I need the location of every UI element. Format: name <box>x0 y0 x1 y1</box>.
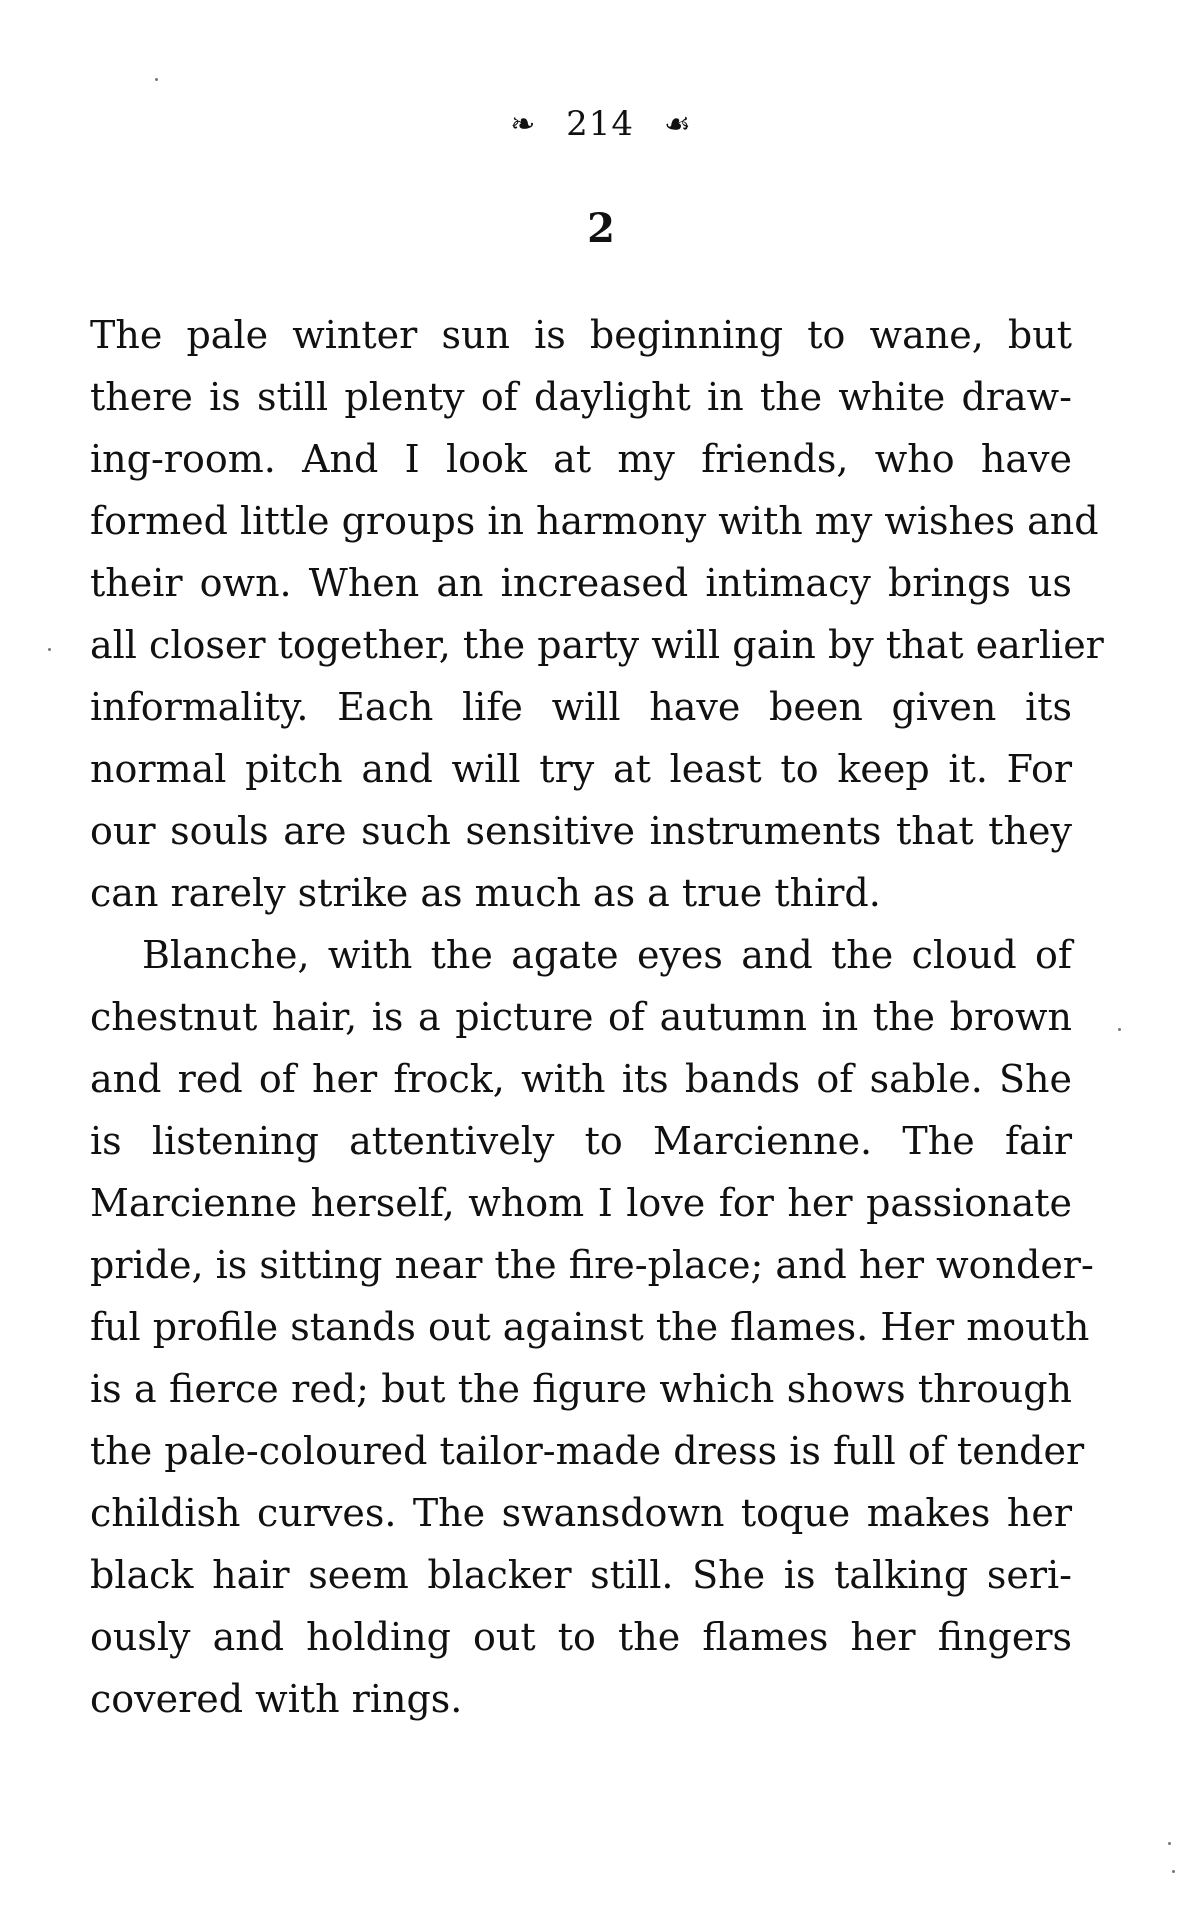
text-line: ously and holding out to the flames her fingers <box>90 1615 1072 1659</box>
page-header <box>0 102 1202 144</box>
paper-speck <box>48 648 51 651</box>
left-ornament-icon: ❧ <box>510 106 537 142</box>
text-line: our souls are such sensitive instruments that they <box>90 809 1072 853</box>
text-line: The pale winter sun is beginning to wane, but <box>90 313 1072 357</box>
text-line: covered with rings. <box>90 1677 463 1721</box>
text-line: ing-room. And I look at my friends, who have <box>90 437 1072 481</box>
text-line: is listening attentively to Marcienne. The fair <box>90 1119 1072 1163</box>
paper-speck <box>1172 1870 1175 1873</box>
page-number: 214 <box>566 104 635 144</box>
text-line: normal pitch and will try at least to keep it. For <box>90 747 1072 791</box>
text-line: chestnut hair, is a picture of autumn in the brown <box>90 995 1072 1039</box>
text-line: there is still plenty of daylight in the white draw- <box>90 375 1072 419</box>
text-line: can rarely strike as much as a true third. <box>90 871 881 915</box>
text-line: ful profile stands out against the flames. Her mouth <box>90 1305 1090 1349</box>
section-number: 2 <box>587 205 615 252</box>
text-line: pride, is sitting near the fire-place; and her wonder- <box>90 1243 1094 1287</box>
text-line: is a fierce red; but the figure which shows through <box>90 1367 1072 1411</box>
right-ornament-icon: ☙ <box>663 106 692 142</box>
text-line: Marcienne herself, whom I love for her passionate <box>90 1181 1072 1225</box>
text-line: black hair seem blacker still. She is talking seri- <box>90 1553 1072 1597</box>
text-line: formed little groups in harmony with my wishes and <box>90 499 1099 543</box>
text-line: informality. Each life will have been given its <box>90 685 1072 729</box>
paper-speck <box>1118 1028 1121 1031</box>
text-line: Blanche, with the agate eyes and the cloud of <box>142 933 1072 977</box>
text-line: childish curves. The swansdown toque makes her <box>90 1491 1072 1535</box>
paper-speck <box>1168 1842 1171 1845</box>
text-line: the pale-coloured tailor-made dress is full of tender <box>90 1429 1085 1473</box>
text-line: their own. When an increased intimacy brings us <box>90 561 1072 605</box>
paper-speck <box>155 78 158 81</box>
text-line: and red of her frock, with its bands of sable. She <box>90 1057 1072 1101</box>
text-line: all closer together, the party will gain by that earlier <box>90 623 1104 667</box>
